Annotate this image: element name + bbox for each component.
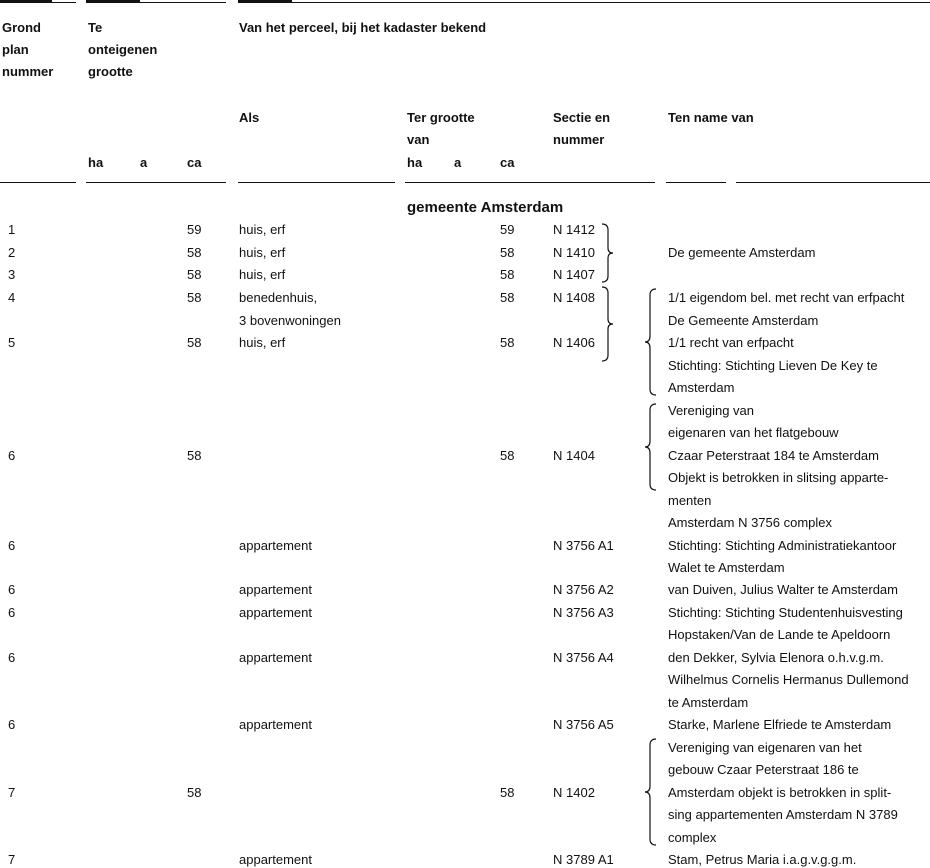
table-row-als: huis, erf	[239, 267, 286, 282]
header-ter-van: van	[407, 132, 430, 147]
table-row-als: huis, erf	[239, 245, 286, 260]
table-row-sectie: N 1404	[553, 448, 595, 463]
header-rule	[736, 182, 930, 183]
owner-line: Czaar Peterstraat 184 te Amsterdam	[668, 448, 879, 463]
table-row-nr: 1	[8, 222, 16, 237]
table-row-als: huis, erf	[239, 222, 286, 237]
owner-line: eigenaren van het flatgebouw	[668, 425, 839, 440]
top-rule	[238, 0, 292, 3]
owner-line: Vereniging van eigenaren van het	[668, 740, 862, 755]
header-group: Van het perceel, bij het kadaster bekend	[239, 20, 487, 35]
table-row-nr: 5	[8, 335, 16, 350]
owner-line: De Gemeente Amsterdam	[668, 313, 819, 328]
owner-line: complex	[668, 830, 717, 845]
header-unit-ca: ca	[187, 155, 202, 170]
header-grootte: grootte	[88, 64, 133, 79]
table-row-sectie: N 1407	[553, 267, 595, 282]
table-row-ca: 58	[187, 335, 202, 350]
header-rule	[0, 182, 76, 183]
brace-left-owners-4-5	[642, 287, 658, 397]
table-row-ca: 58	[187, 290, 202, 305]
top-rule	[52, 2, 76, 3]
table-row-nr: 6	[8, 448, 16, 463]
owner-line: menten	[668, 493, 712, 508]
header-ter-unit-ca: ca	[500, 155, 515, 170]
owner-line: Objekt is betrokken in slitsing apparte-	[668, 470, 889, 485]
table-row-nr: 6	[8, 582, 16, 597]
table-row-als: appartement	[239, 852, 312, 867]
table-row-nr: 6	[8, 650, 16, 665]
table-row-nr: 4	[8, 290, 16, 305]
header-sectie: Sectie en	[553, 110, 611, 125]
table-row-nr: 6	[8, 605, 16, 620]
table-row-als: 3 bovenwoningen	[239, 313, 341, 328]
table-row-ca: 58	[187, 267, 202, 282]
top-rule	[292, 2, 930, 3]
owner-line: Stam, Petrus Maria i.a.g.v.g.g.m.	[668, 852, 857, 867]
header-rule	[405, 182, 655, 183]
table-row-als: huis, erf	[239, 335, 286, 350]
owner-line: te Amsterdam	[668, 695, 749, 710]
header-unit-a: a	[140, 155, 148, 170]
header-onteigenen: onteigenen	[88, 42, 158, 57]
table-row-sectie: N 3756 A5	[553, 717, 614, 732]
header-unit-ha: ha	[88, 155, 104, 170]
owner-line: Stichting: Stichting Lieven De Key te	[668, 358, 878, 373]
table-row-als: appartement	[239, 538, 312, 553]
header-ter-unit-ha: ha	[407, 155, 423, 170]
table-row-ter-ca: 59	[500, 222, 515, 237]
section-title: gemeente Amsterdam	[407, 199, 564, 216]
header-als: Als	[239, 110, 260, 125]
brace-right-rows-1-3	[600, 222, 616, 284]
top-rule	[86, 0, 140, 3]
header-nummer-sectie: nummer	[553, 132, 605, 147]
owner-line: Stichting: Stichting Studentenhuisvesting	[668, 605, 903, 620]
table-row-ter-ca: 58	[500, 785, 515, 800]
table-row-ca: 58	[187, 785, 202, 800]
table-row-nr: 2	[8, 245, 16, 260]
table-row-sectie: N 1412	[553, 222, 595, 237]
table-row-sectie: N 1410	[553, 245, 595, 260]
table-row-ca: 59	[187, 222, 202, 237]
header-plan: plan	[2, 42, 29, 57]
table-row-nr: 3	[8, 267, 16, 282]
table-row-sectie: N 1402	[553, 785, 595, 800]
owner-line: den Dekker, Sylvia Elenora o.h.v.g.m.	[668, 650, 884, 665]
owner-line: Stichting: Stichting Administratiekantoor	[668, 538, 897, 553]
header-grond: Grond	[2, 20, 41, 35]
table-row-ter-ca: 58	[500, 290, 515, 305]
table-row-sectie: N 1408	[553, 290, 595, 305]
header-te: Te	[88, 20, 103, 35]
header-ten-name: Ten name van	[668, 110, 754, 125]
table-row-sectie: N 3756 A4	[553, 650, 614, 665]
table-row-nr: 7	[8, 852, 16, 867]
header-ter-unit-a: a	[454, 155, 462, 170]
table-row-ter-ca: 58	[500, 245, 515, 260]
top-rule	[140, 2, 226, 3]
table-row-ter-ca: 58	[500, 335, 515, 350]
table-row-sectie: N 3756 A3	[553, 605, 614, 620]
table-row-sectie: N 3789 A1	[553, 852, 614, 867]
table-row-sectie: N 3756 A2	[553, 582, 614, 597]
table-row-als: appartement	[239, 582, 312, 597]
table-row-ter-ca: 58	[500, 267, 515, 282]
table-row-als: appartement	[239, 650, 312, 665]
owner-line: 1/1 eigendom bel. met recht van erfpacht	[668, 290, 905, 305]
header-nummer: nummer	[2, 64, 54, 79]
header-rule	[666, 182, 726, 183]
owner-line: Wilhelmus Cornelis Hermanus Dullemond	[668, 672, 909, 687]
owner-line: Amsterdam	[668, 380, 735, 395]
brace-right-rows-4-5	[600, 285, 616, 363]
table-row-ca: 58	[187, 245, 202, 260]
header-rule	[86, 182, 226, 183]
owner-line: De gemeente Amsterdam	[668, 245, 816, 260]
table-row-nr: 6	[8, 538, 16, 553]
table-row-als: appartement	[239, 605, 312, 620]
table-row-nr: 7	[8, 785, 16, 800]
brace-left-owners-6	[642, 402, 658, 492]
owner-line: Amsterdam objekt is betrokken in split-	[668, 785, 892, 800]
table-row-als: appartement	[239, 717, 312, 732]
header-rule	[238, 182, 395, 183]
owner-line: Vereniging van	[668, 403, 755, 418]
owner-line: sing appartementen Amsterdam N 3789	[668, 807, 898, 822]
owner-line: gebouw Czaar Peterstraat 186 te	[668, 762, 859, 777]
owner-line: van Duiven, Julius Walter te Amsterdam	[668, 582, 898, 597]
table-row-sectie: N 1406	[553, 335, 595, 350]
table-row-ter-ca: 58	[500, 448, 515, 463]
table-row-nr: 6	[8, 717, 16, 732]
owner-line: Walet te Amsterdam	[668, 560, 785, 575]
table-row-sectie: N 3756 A1	[553, 538, 614, 553]
table-row-als: benedenhuis,	[239, 290, 318, 305]
owner-line: Amsterdam N 3756 complex	[668, 515, 833, 530]
owner-line: 1/1 recht van erfpacht	[668, 335, 794, 350]
header-ter-grootte: Ter grootte	[407, 110, 475, 125]
owner-line: Starke, Marlene Elfriede te Amsterdam	[668, 717, 892, 732]
owner-line: Hopstaken/Van de Lande te Apeldoorn	[668, 627, 891, 642]
table-row-ca: 58	[187, 448, 202, 463]
top-rule	[0, 0, 52, 3]
brace-left-owners-7	[642, 737, 658, 847]
